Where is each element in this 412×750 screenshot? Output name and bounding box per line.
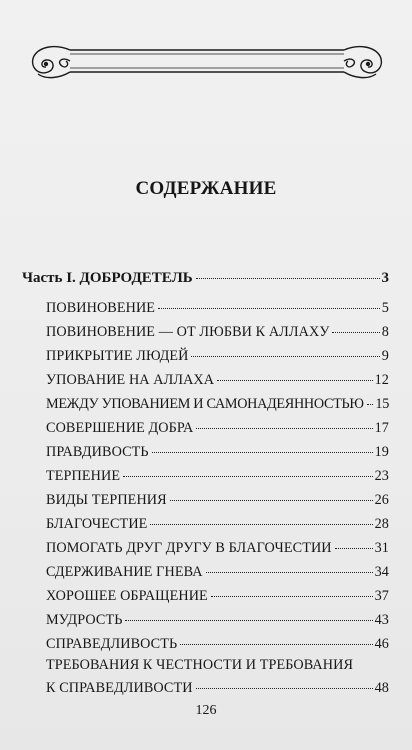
toc-leader (150, 524, 372, 525)
toc-entry[interactable] (46, 564, 389, 581)
toc-leader (196, 688, 373, 689)
toc-entry-page: 48 (374, 680, 389, 696)
toc-entry[interactable] (46, 372, 389, 389)
toc-entry-multiline-first[interactable]: ТРЕБОВАНИЯ К ЧЕСТНОСТИ И ТРЕБОВАНИЯ (46, 657, 354, 673)
toc-entry-title: ПОВИНОВЕНИЕ (46, 300, 156, 316)
toc-leader (211, 596, 373, 597)
toc-leader (191, 356, 379, 357)
toc-entry-page: 8 (381, 324, 389, 340)
toc-leader (332, 332, 379, 333)
toc-entry[interactable] (46, 492, 389, 509)
contents-title: СОДЕРЖАНИЕ (135, 178, 277, 199)
toc-entry-page: 34 (374, 564, 389, 580)
toc-entry[interactable] (46, 588, 389, 605)
toc-entry-page: 12 (374, 372, 389, 388)
toc-entry[interactable] (46, 348, 389, 365)
toc-entry-page: 5 (381, 300, 389, 316)
toc-leader (180, 644, 372, 645)
toc-entry[interactable] (46, 444, 389, 461)
toc-entry-title: МЕЖДУ УПОВАНИЕМ И САМОНАДЕЯННОСТЬЮ (46, 396, 364, 412)
toc-entry-page: 31 (374, 540, 389, 556)
toc-entry-title: БЛАГОЧЕСТИЕ (46, 516, 148, 532)
toc-leader (123, 476, 373, 477)
page-number: 126 (195, 703, 217, 718)
toc-entry[interactable] (46, 636, 389, 653)
header-ornament-icon (26, 42, 388, 82)
toc-entry-title: ТЕРПЕНИЕ (46, 468, 121, 484)
toc-entry[interactable] (46, 396, 389, 413)
toc-entry-title: ПРАВДИВОСТЬ (46, 444, 149, 460)
toc-entry-page: 23 (374, 468, 389, 484)
toc-entry-title: ВИДЫ ТЕРПЕНИЯ (46, 492, 167, 508)
toc-entry[interactable] (46, 540, 389, 557)
toc-entry-title: ПРИКРЫТИЕ ЛЮДЕЙ (46, 348, 189, 364)
toc-entry[interactable] (46, 468, 389, 485)
toc-leader (152, 452, 373, 453)
toc-entry-page: 9 (381, 348, 389, 364)
toc-entry-title: ПОВИНОВЕНИЕ — ОТ ЛЮБВИ К АЛЛАХУ (46, 324, 330, 340)
toc-entry-title: МУДРОСТЬ (46, 612, 123, 628)
toc-part-label: Часть I. ДОБРОДЕТЕЛЬ (22, 270, 193, 286)
toc-leader (206, 572, 373, 573)
toc-entry-page: 43 (374, 612, 389, 628)
toc-entry-title: ПОМОГАТЬ ДРУГ ДРУГУ В БЛАГОЧЕСТИИ (46, 540, 332, 556)
toc-entry-title: СОВЕРШЕНИЕ ДОБРА (46, 420, 194, 436)
toc-entry[interactable] (46, 324, 389, 341)
toc-entry[interactable] (46, 420, 389, 437)
toc-entry-page: 17 (374, 420, 389, 436)
toc-entry[interactable] (46, 300, 389, 317)
toc-entry-title: К СПРАВЕДЛИВОСТИ (46, 680, 193, 696)
toc-entry-title: УПОВАНИЕ НА АЛЛАХА (46, 372, 215, 388)
toc-entry-page: 26 (374, 492, 389, 508)
toc-leader (217, 380, 372, 381)
toc-entry-title: СДЕРЖИВАНИЕ ГНЕВА (46, 564, 203, 580)
toc-entry[interactable] (46, 612, 389, 629)
toc-leader (170, 500, 373, 501)
toc-leader (125, 620, 372, 621)
toc-entry-page: 15 (375, 396, 389, 412)
toc-leader (335, 548, 373, 549)
toc-entry-page: 37 (374, 588, 389, 604)
toc-entry-page: 19 (374, 444, 389, 460)
toc-entry-page: 28 (374, 516, 389, 532)
toc-part-page: 3 (381, 270, 389, 286)
toc-leader (196, 428, 372, 429)
toc-part-heading[interactable] (22, 270, 389, 287)
toc-entry-title: ХОРОШЕЕ ОБРАЩЕНИЕ (46, 588, 208, 604)
toc-entry[interactable] (46, 680, 389, 697)
toc-leader (196, 278, 380, 279)
toc-entry[interactable] (46, 516, 389, 533)
toc-leader (367, 404, 374, 405)
toc-leader (158, 308, 380, 309)
toc-entry-title: СПРАВЕДЛИВОСТЬ (46, 636, 178, 652)
toc-entry-page: 46 (374, 636, 389, 652)
